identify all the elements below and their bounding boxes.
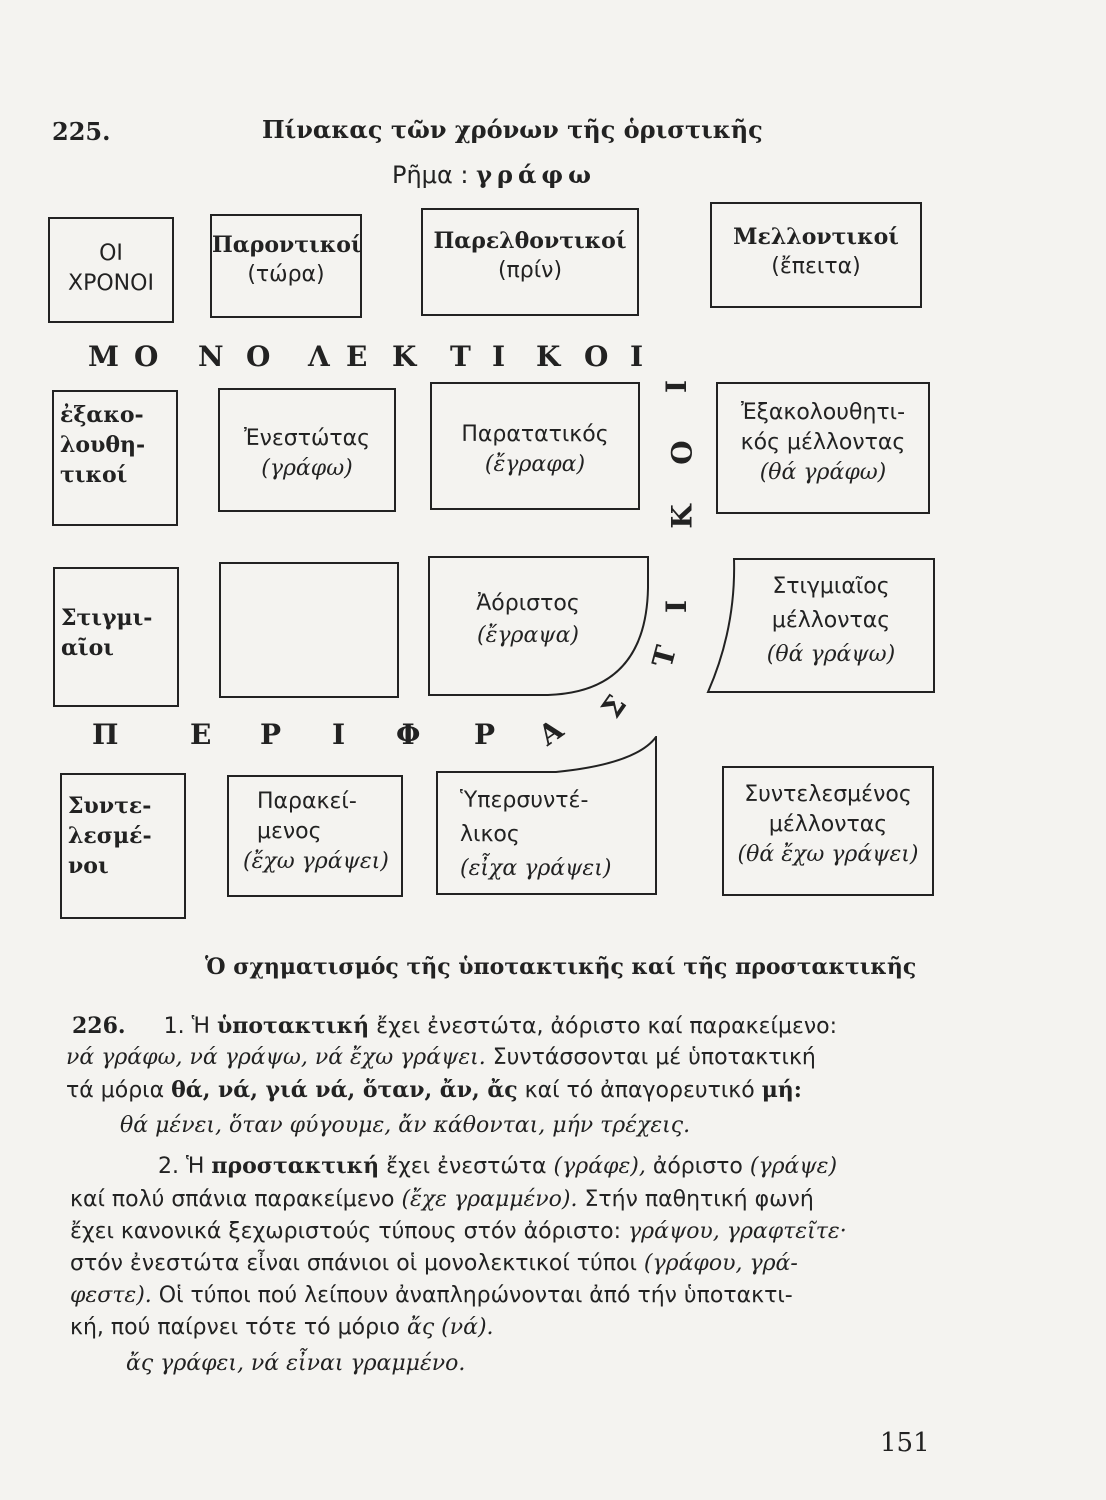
monolektikoi-letter: Ο — [246, 340, 271, 373]
times-header-box — [48, 217, 174, 323]
periphrastikoi-letter: Ο — [665, 440, 699, 465]
p2-l6-a: κή, πού παίρνει τότε τό μόριο — [70, 1315, 400, 1340]
perfect-future-box — [722, 766, 934, 896]
p1-l2-a: νά γράφω, νά γράψω, νά ἔχω γράψει. — [66, 1045, 486, 1070]
p2-l1-a: 2. Ἡ — [158, 1154, 205, 1179]
p1-l3-b: θά, νά, γιά νά, ὅταν, ἄν, ἄς — [171, 1077, 518, 1103]
continuous-label-3: τικοί — [60, 462, 128, 488]
momentary-future-name-2: μέλλοντας — [771, 608, 891, 633]
periphrastikoi-letter: Ρ — [260, 718, 282, 751]
monolektikoi-letter: Λ — [308, 340, 330, 373]
verb: γράφω — [476, 160, 596, 189]
continuous-future-example: (θά γράφω) — [759, 460, 887, 485]
p226-example-2 — [126, 1348, 465, 1380]
continuous-future-box — [716, 382, 930, 514]
parakeimenos-example: (ἔχω γράψει) — [243, 849, 389, 874]
perfect-label — [62, 783, 184, 881]
future-header-box — [710, 202, 922, 308]
parakeimenos-name-2: μενος — [257, 819, 322, 844]
p1-l1-a: 1. Ἡ — [163, 1014, 210, 1039]
parakeimenos-box — [227, 775, 403, 897]
subsection-title: Ὁ σχηματισμός τῆς ὑποτακτικῆς καί τῆς προστακτικῆς — [205, 954, 917, 980]
momentary-label-box — [53, 567, 179, 707]
periphrastikoi-letter: Σ — [594, 688, 634, 725]
page-number: 151 — [880, 1428, 930, 1458]
enestotas-example: (γράφω) — [261, 456, 353, 481]
p2-l5-b: Οἱ τύποι πού λείπουν ἀναπληρώνονται ἀπό τήν ὑποτακτι- — [158, 1283, 793, 1308]
momentary-label-1: Στιγμι- — [61, 605, 153, 631]
past-header-title: Παρελθοντικοί — [433, 228, 627, 254]
perfect-label-3: νοι — [68, 853, 109, 879]
perfect-future-name-1: Συντελεσμένος — [744, 782, 912, 807]
continuous-future-name-1: Ἐξακολουθητι- — [740, 400, 906, 425]
p226-line-3 — [66, 1074, 802, 1107]
p1-l3-c: καί τό ἀπαγορευτικό — [524, 1078, 755, 1103]
paratatikos-example: (ἔγραφα) — [484, 452, 586, 477]
p1-l3-d: μή: — [761, 1077, 802, 1103]
monolektikoi-letter: Τ — [450, 340, 471, 373]
pluperfect-name-1: Ὑπερσυντέ- — [460, 788, 589, 813]
monolektikoi-letter: Ο — [584, 340, 609, 373]
p2-l2-a: καί πολύ σπάνια παρακείμενο — [70, 1187, 395, 1212]
monolektikoi-letter: Ι — [630, 340, 644, 373]
periphrastikoi-letter: Ι — [660, 599, 694, 614]
momentary-present-empty-box — [219, 562, 399, 698]
perfect-label-2: λεσμέ- — [68, 823, 152, 849]
times-label-2: ΧΡΟΝΟΙ — [68, 271, 154, 296]
paragraph-226 — [66, 1010, 1072, 1410]
section-number: 225. — [52, 117, 111, 146]
pluperfect-box — [448, 784, 660, 886]
periphrastikoi-letter: Ι — [660, 379, 694, 394]
continuous-label-2: λουθη- — [60, 432, 146, 458]
momentary-label-2: αῖοι — [61, 635, 114, 661]
times-label-1: ΟΙ — [99, 241, 123, 266]
enestotas-box — [218, 388, 396, 512]
verb-label: Ρῆμα : — [392, 161, 469, 189]
present-header-title: Παροντικοί — [212, 232, 362, 258]
p2-l3-a: ἔχει κανονικά ξεχωριστούς τύπους στόν ἀόριστο: — [70, 1219, 621, 1244]
momentary-future-name-1: Στιγμιαῖος — [772, 574, 890, 599]
paragraph-number: 226. — [72, 1013, 126, 1039]
p226-line-8 — [70, 1280, 793, 1312]
pluperfect-example: (εἶχα γράψει) — [460, 856, 612, 881]
paratatikos-box — [430, 382, 640, 510]
p226-example-1 — [120, 1110, 690, 1142]
aorist-example: (ἔγραψα) — [476, 623, 580, 648]
p1-l1-c: ἔχει ἐνεστώτα, ἀόριστο καί παρακείμενο: — [376, 1014, 838, 1039]
p1-l2-b: Συντάσσονται μέ ὑποτακτική — [492, 1045, 816, 1070]
momentary-label — [55, 593, 177, 663]
p226-line-7 — [70, 1248, 798, 1280]
p2-l1-b: προστακτική — [211, 1153, 380, 1179]
aorist-name: Ἀόριστος — [476, 591, 580, 616]
p2-l6-b: ἄς (νά). — [406, 1315, 494, 1340]
p226-line-5 — [70, 1184, 814, 1216]
p2-l4-b: (γράφου, γρά- — [643, 1251, 798, 1276]
paratatikos-name: Παρατατικός — [461, 422, 609, 447]
p2-l3-b: γράψου, γραφτεῖτε· — [628, 1219, 847, 1244]
momentary-future-box — [730, 570, 932, 672]
p2-example: ἄς γράφει, νά εἶναι γραμμένο. — [126, 1351, 466, 1376]
p226-line-4 — [158, 1150, 837, 1183]
perfect-label-box — [60, 773, 186, 919]
continuous-label-1: ἐξακο- — [60, 402, 144, 428]
p2-l4-a: στόν ἐνεστώτα εἶναι σπάνιοι οἱ μονολεκτικοί τύποι — [70, 1251, 637, 1276]
continuous-label-box — [52, 390, 178, 526]
monolektikoi-letter: Κ — [392, 340, 417, 373]
present-header-sub: (τώρα) — [247, 262, 325, 287]
enestotas-name: Ἐνεστώτας — [243, 426, 371, 451]
perfect-label-1: Συντε- — [68, 793, 152, 819]
future-header-title: Μελλοντικοί — [733, 224, 899, 250]
pluperfect-name-2: λικος — [460, 822, 520, 847]
p2-l2-b: (ἔχε γραμμένο). — [401, 1187, 578, 1212]
monolektikoi-letter: Ε — [346, 340, 368, 373]
periphrastikoi-letter: Ι — [332, 718, 346, 751]
aorist-box — [428, 588, 628, 652]
periphrastikoi-letter: Ε — [190, 718, 212, 751]
continuous-future-name-2: κός μέλλοντας — [740, 430, 906, 455]
periphrastikoi-letter: Κ — [665, 504, 699, 529]
p226-line-1 — [72, 1010, 837, 1043]
p1-example: θά μένει, ὅταν φύγουμε, ἄν κάθονται, μήν τρέχεις. — [120, 1113, 691, 1138]
continuous-label — [54, 392, 176, 490]
periphrastikoi-letter: Π — [92, 718, 119, 751]
p2-l5-a: φεστε). — [70, 1283, 152, 1308]
p226-line-2 — [66, 1042, 816, 1074]
periphrastikoi-letter: Α — [532, 712, 570, 753]
monolektikoi-letter: Ο — [134, 340, 159, 373]
future-header-sub: (ἔπειτα) — [771, 254, 861, 279]
perfect-future-name-2: μέλλοντας — [768, 812, 888, 837]
p2-l1-f: (γράψε) — [749, 1154, 838, 1179]
verb-line — [392, 160, 596, 189]
table-title: Πίνακας τῶν χρόνων τῆς ὁριστικῆς — [262, 115, 763, 144]
present-header-box — [210, 214, 362, 318]
periphrastikoi-letter: Τ — [645, 642, 684, 671]
perfect-future-example: (θά ἔχω γράψει) — [737, 842, 919, 867]
periphrastikoi-letter: Φ — [396, 718, 421, 751]
monolektikoi-letter: Ι — [492, 340, 506, 373]
past-header-box — [421, 208, 639, 316]
p2-l2-c: Στήν παθητική φωνή — [584, 1187, 814, 1212]
momentary-future-example: (θά γράψω) — [766, 642, 896, 667]
monolektikoi-letter: Μ — [88, 340, 119, 373]
past-header-sub: (πρίν) — [497, 258, 563, 283]
p1-l1-b: ὑποτακτική — [216, 1013, 370, 1039]
parakeimenos-name-1: Παρακεί- — [257, 789, 357, 814]
p2-l1-c: ἔχει ἐνεστώτα — [386, 1154, 547, 1179]
p226-line-9 — [70, 1312, 494, 1344]
p1-l3-a: τά μόρια — [66, 1078, 165, 1103]
p2-l1-e: ἀόριστο — [652, 1154, 743, 1179]
monolektikoi-letter: Κ — [536, 340, 561, 373]
p2-l1-d: (γράφε), — [553, 1154, 646, 1179]
monolektikoi-letter: Ν — [198, 340, 224, 373]
p226-line-6 — [70, 1216, 847, 1248]
periphrastikoi-letter: Ρ — [474, 718, 496, 751]
